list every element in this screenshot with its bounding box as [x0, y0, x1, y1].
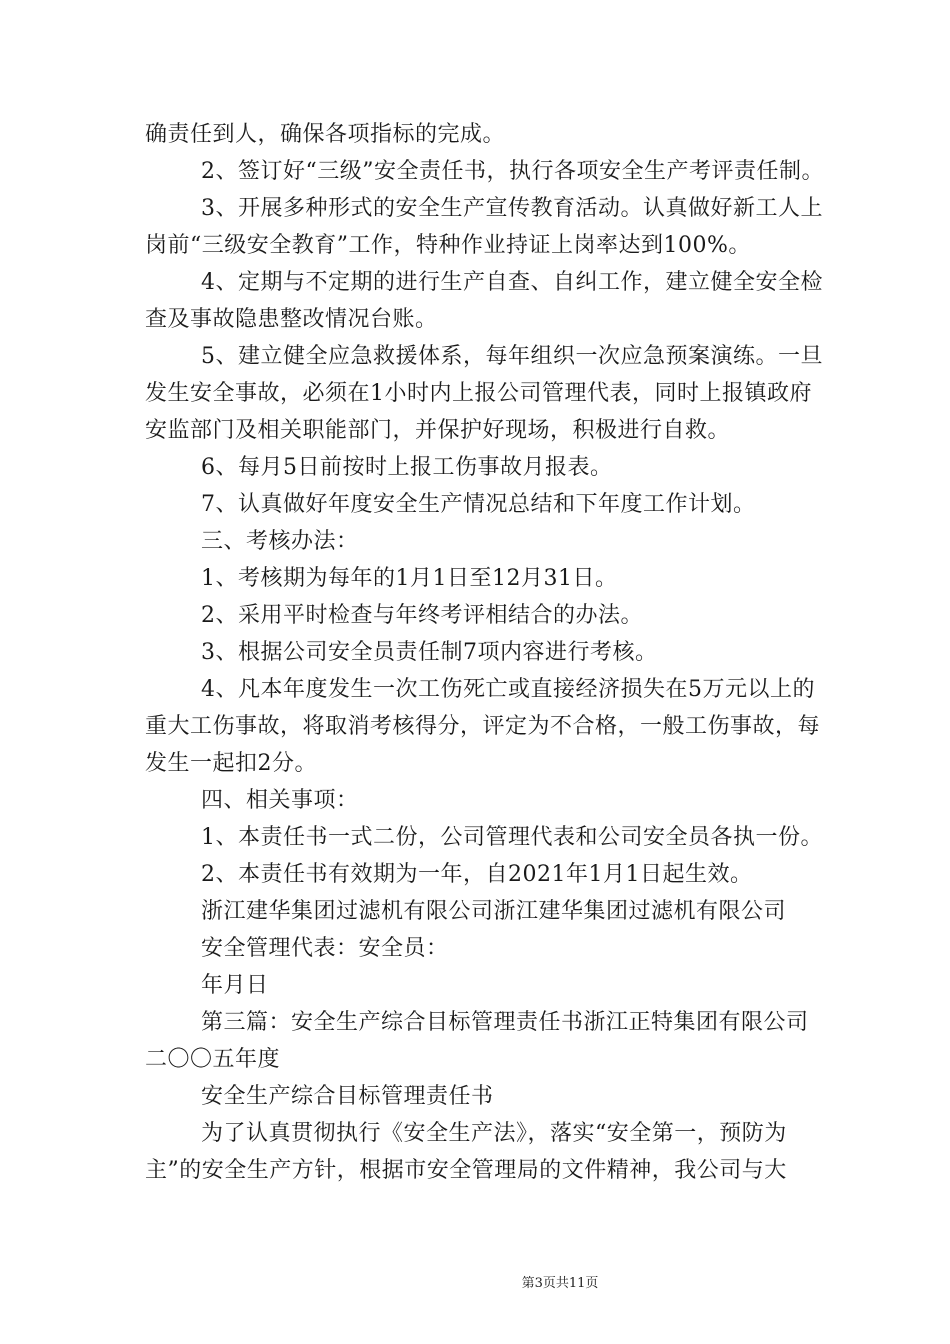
- paragraph: 2、采用平时检查与年终考评相结合的办法。: [201, 603, 643, 628]
- document-body: [145, 116, 825, 1189]
- section-heading: 四、相关事项：: [201, 788, 359, 813]
- paragraph: 1、本责任书一式二份，公司管理代表和公司安全员各执一份。: [201, 825, 823, 850]
- company-names: 浙江建华集团过滤机有限公司浙江建华集团过滤机有限公司: [201, 899, 787, 924]
- page-number: 第3页共11页: [521, 1276, 599, 1291]
- paragraph: 确责任到人，确保各项指标的完成。: [145, 122, 506, 147]
- paragraph: 2、本责任书有效期为一年，自2021年1月1日起生效。: [201, 862, 753, 887]
- paragraph: 7、认真做好年度安全生产情况总结和下年度工作计划。: [201, 492, 756, 517]
- paragraph: 为了认真贯彻执行《安全生产法》，落实“安全第一，预防为主”的安全生产方针，根据市安全管理局的文件精神，我公司与大: [145, 1121, 787, 1183]
- signature-line: 安全管理代表：安全员：: [201, 936, 449, 961]
- paragraph: 3、开展多种形式的安全生产宣传教育活动。认真做好新工人上岗前“三级安全教育”工作，特种作业持证上岗率达到100%。: [145, 196, 823, 258]
- paragraph: 4、定期与不定期的进行生产自查、自纠工作，建立健全安全检查及事故隐患整改情况台账。: [145, 270, 823, 332]
- paragraph: 1、考核期为每年的1月1日至12月31日。: [201, 566, 618, 591]
- chapter-title: 第三篇：安全生产综合目标管理责任书浙江正特集团有限公司二〇〇五年度: [145, 1010, 809, 1072]
- paragraph: 4、凡本年度发生一次工伤死亡或直接经济损失在5万元以上的重大工伤事故，将取消考核得分，评定为不合格，一般工伤事故，每发生一起扣2分。: [145, 677, 821, 776]
- date-line: 年月日: [201, 973, 269, 998]
- paragraph: 6、每月5日前按时上报工伤事故月报表。: [201, 455, 613, 480]
- paragraph: 5、建立健全应急救援体系，每年组织一次应急预案演练。一旦发生安全事故，必须在1小时内上报公司管理代表，同时上报镇政府安监部门及相关职能部门，并保护好现场，积极进行自救。: [145, 344, 823, 443]
- section-heading: 三、考核办法：: [201, 529, 359, 554]
- document-title: 安全生产综合目标管理责任书: [201, 1084, 494, 1109]
- paragraph: 3、根据公司安全员责任制7项内容进行考核。: [201, 640, 658, 665]
- paragraph: 2、签订好“三级”安全责任书，执行各项安全生产考评责任制。: [201, 159, 824, 184]
